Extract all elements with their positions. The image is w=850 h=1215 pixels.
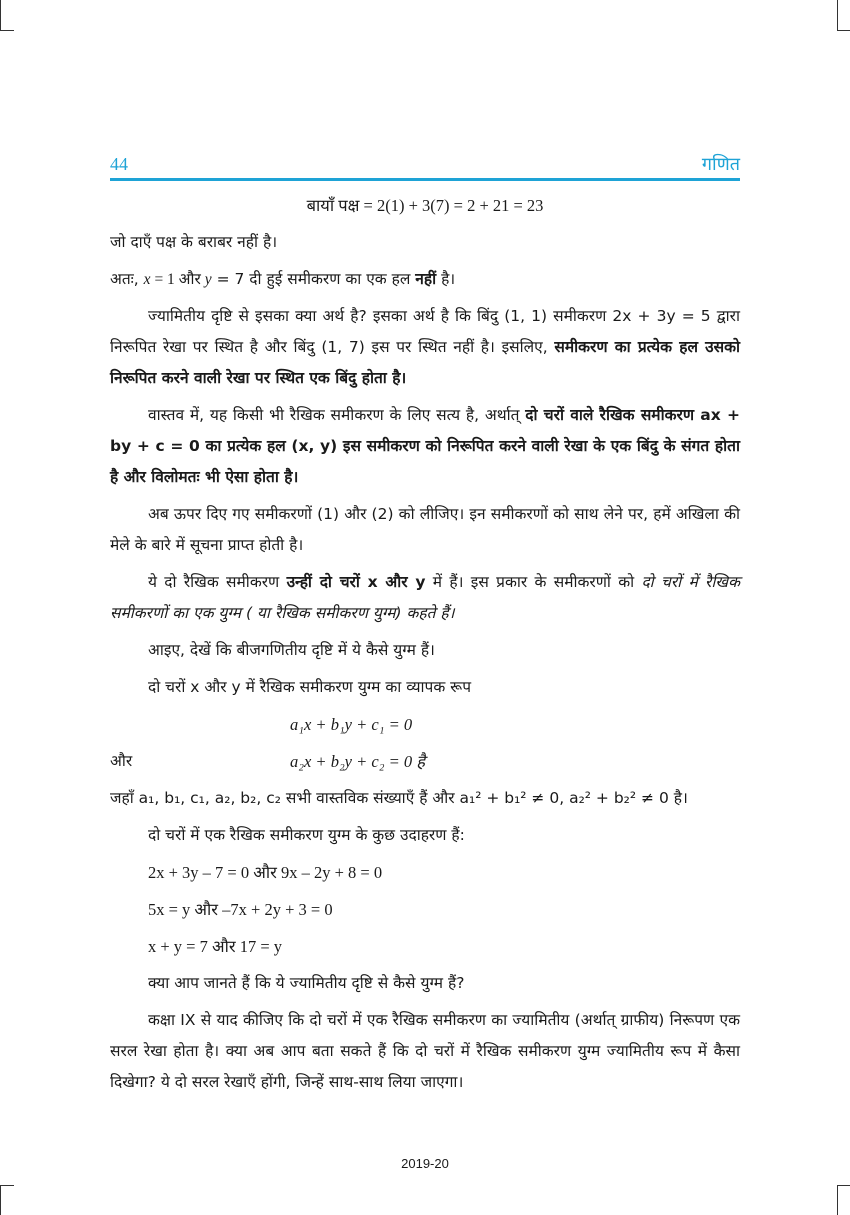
crop-mark-bottom-left — [0, 1185, 1, 1215]
crop-mark-top-right — [837, 0, 838, 30]
example-1: 2x + 3y – 7 = 0 और 9x – 2y + 8 = 0 — [148, 863, 383, 882]
examples-intro: दो चरों में एक रैखिक समीकरण युग्म के कुछ उदाहरण हैं: — [148, 826, 465, 844]
header-rule — [110, 178, 740, 181]
general-equation-1: a₁x + b₁y + c₁ = 0 — [290, 715, 413, 734]
footer-year: 2019-20 — [401, 1156, 449, 1171]
paragraph-pair-definition: ये दो रैखिक समीकरण उन्हीं दो चरों x और y में हैं। इस प्रकार के समीकरणों को दो चरों में रैखिक समीकरणों का एक युग्म ( या रैखिक समीकरण युग्म) कहते हैं। — [110, 573, 740, 622]
crop-mark-bottom-right — [837, 1185, 838, 1215]
and-label: और — [110, 752, 133, 770]
conclusion-line: अतः, x = 1 और y = 7 दी हुई समीकरण का एक हल नहीं है। — [110, 270, 456, 288]
lhs-calculation: बायाँ पक्ष = 2(1) + 3(7) = 2 + 21 = 23 — [306, 196, 544, 215]
crop-mark-top-right-h — [837, 30, 850, 31]
geometric-question: क्या आप जानते हैं कि ये ज्यामितीय दृष्टि से कैसे युग्म हैं? — [148, 974, 465, 992]
paragraph-general-statement: वास्तव में, यह किसी भी रैखिक समीकरण के लिए सत्य है, अर्थात् दो चरों वाले रैखिक समीकरण ax + by + c = 0 का प्रत्येक हल (x, y) इस समीकरण को निरूपित करने वाली रेखा के एक बिंदु के संगत होता है और विलोमतः भी ऐसा होता है। — [110, 406, 741, 486]
example-3: x + y = 7 और 17 = y — [148, 937, 283, 956]
general-form-intro: दो चरों x और y में रैखिक समीकरण युग्म का व्यापक रूप — [148, 678, 471, 696]
general-equation-2-line — [110, 746, 740, 777]
page-number: 44 — [110, 154, 128, 174]
not-equal-line: जो दाएँ पक्ष के बराबर नहीं है। — [110, 233, 278, 251]
example-2: 5x = y और –7x + 2y + 3 = 0 — [148, 900, 333, 919]
paragraph-class-ix: कक्षा IX से याद कीजिए कि दो चरों में एक रैखिक समीकरण का ज्यामितीय (अर्थात् ग्राफीय) निरूपण एक सरल रेखा होता है। क्या अब आप बता सकते हैं कि दो चरों में रैखिक समीकरण युग्म ज्यामितीय रूप में कैसा दिखेगा? ये दो सरल रेखाएँ होंगी, जिन्हें साथ-साथ लिया जाएगा। — [110, 1011, 740, 1091]
subject-title: गणित — [701, 154, 740, 175]
where-condition: जहाँ a₁, b₁, c₁, a₂, b₂, c₂ सभी वास्तविक संख्याएँ हैं और a₁² + b₁² ≠ 0, a₂² + b₂² ≠ 0 है। — [110, 789, 688, 807]
paragraph-equations-together: अब ऊपर दिए गए समीकरणों (1) और (2) को लीजिए। इन समीकरणों को साथ लेने पर, हमें अखिला की मेले के बारे में सूचना प्राप्त होती है। — [110, 505, 740, 554]
general-equation-2: a₂x + b₂y + c₂ = 0 है — [290, 752, 425, 771]
crop-mark-bottom-right-h — [837, 1185, 850, 1186]
page-body — [110, 190, 740, 1104]
page-header — [110, 150, 740, 180]
paragraph-geometric-meaning: ज्यामितीय दृष्टि से इसका क्या अर्थ है? इसका अर्थ है कि बिंदु (1, 1) समीकरण 2x + 3y = 5 द्वारा निरूपित रेखा पर स्थित है और बिंदु (1, 7) इस पर स्थित नहीं है। इसलिए, समीकरण का प्रत्येक हल उसको निरूपित करने वाली रेखा पर स्थित एक बिंदु होता है। — [110, 307, 741, 387]
crop-mark-top-left-h — [0, 30, 14, 31]
crop-mark-bottom-left-h — [0, 1185, 14, 1186]
algebraic-intro: आइए, देखें कि बीजगणितीय दृष्टि में ये कैसे युग्म हैं। — [148, 641, 435, 659]
crop-mark-top-left — [0, 0, 1, 30]
